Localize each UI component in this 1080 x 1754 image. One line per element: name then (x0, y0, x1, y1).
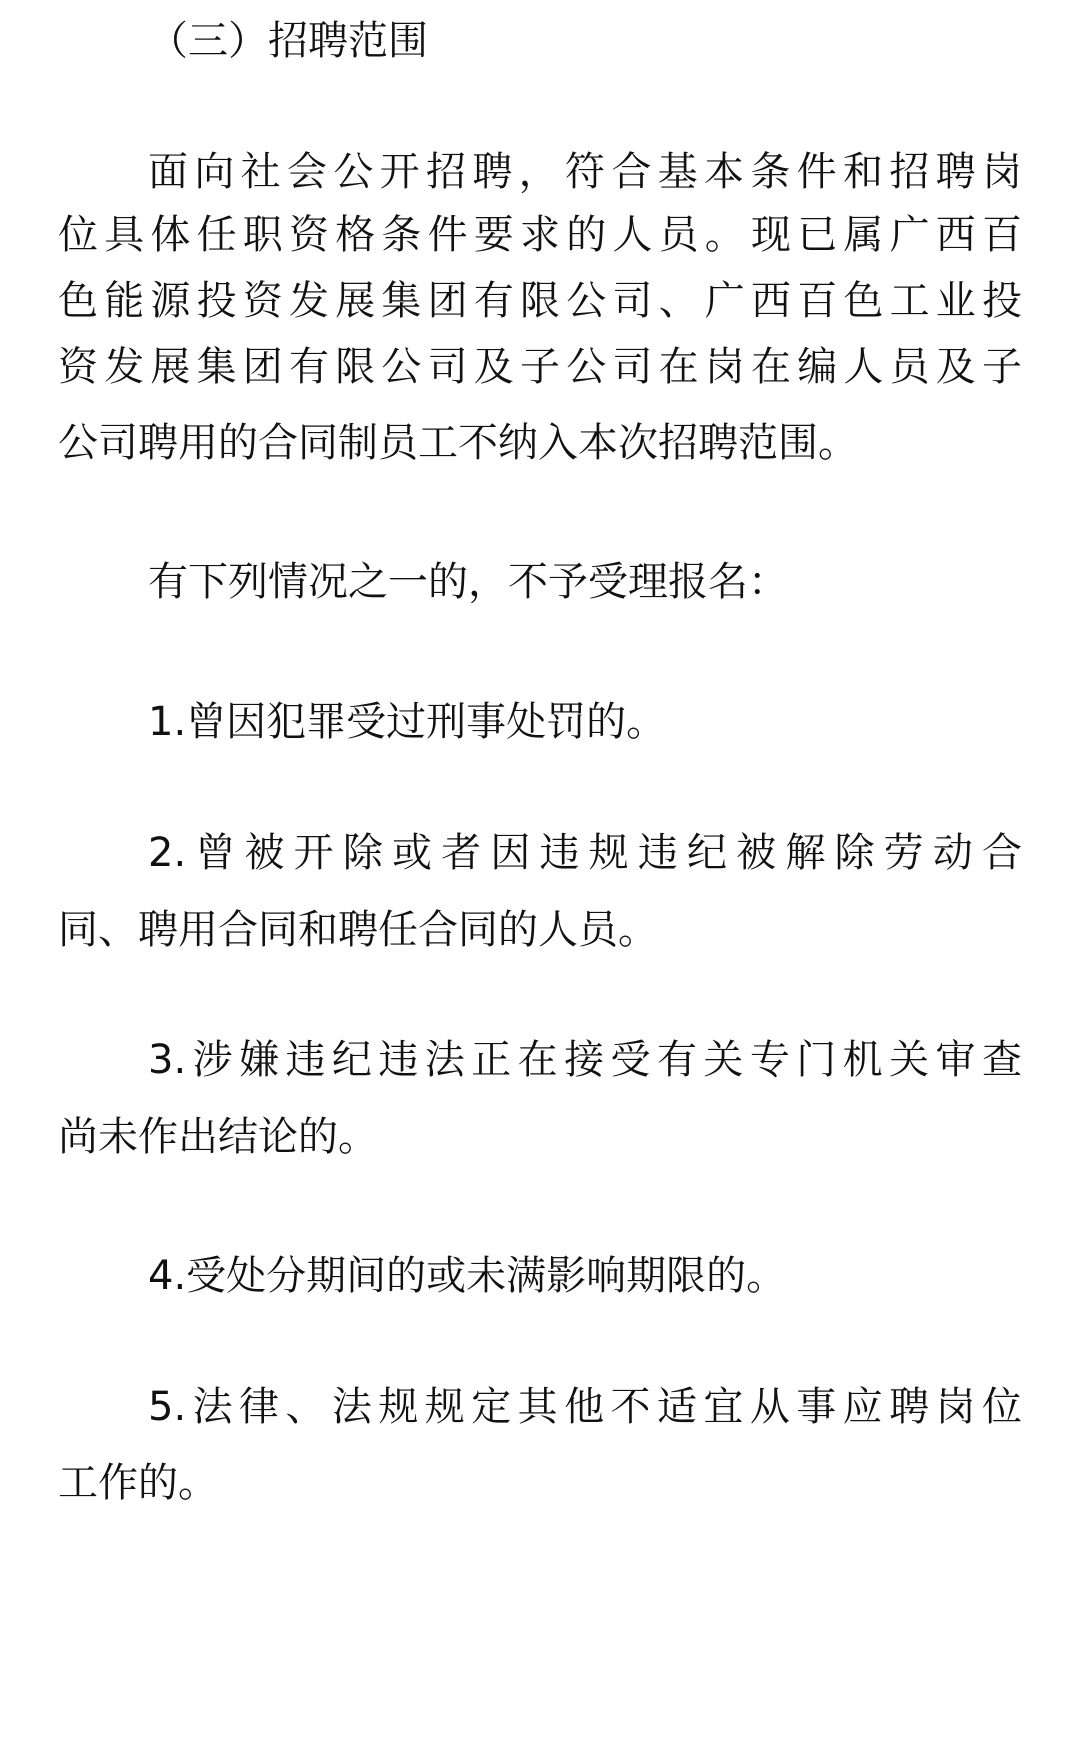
paragraph-line: 资发展集团有限公司及子公司在岗在编人员及子 (58, 344, 1022, 390)
list-item-continuation: 同、聘用合同和聘任合同的人员。 (58, 907, 658, 953)
paragraph-line: 有下列情况之一的，不予受理报名： (148, 559, 788, 605)
list-item: 3.涉嫌违纪违法正在接受有关专门机关审查 (148, 1037, 1022, 1083)
list-item-continuation: 尚未作出结论的。 (58, 1114, 378, 1160)
paragraph-line: 公司聘用的合同制员工不纳入本次招聘范围。 (58, 420, 858, 466)
list-item: 4.受处分期间的或未满影响期限的。 (148, 1253, 787, 1299)
paragraph-line: 位具体任职资格条件要求的人员。现已属广西百 (58, 212, 1022, 258)
list-item: 2.曾被开除或者因违规违纪被解除劳动合 (148, 830, 1022, 876)
section-heading: （三）招聘范围 (148, 18, 428, 64)
list-item: 5.法律、法规规定其他不适宜从事应聘岗位 (148, 1384, 1022, 1430)
paragraph-line: 色能源投资发展集团有限公司、广西百色工业投 (58, 278, 1022, 324)
paragraph-line: 面向社会公开招聘，符合基本条件和招聘岗 (148, 149, 1022, 195)
list-item-continuation: 工作的。 (58, 1460, 218, 1506)
list-item: 1.曾因犯罪受过刑事处罚的。 (148, 699, 667, 745)
